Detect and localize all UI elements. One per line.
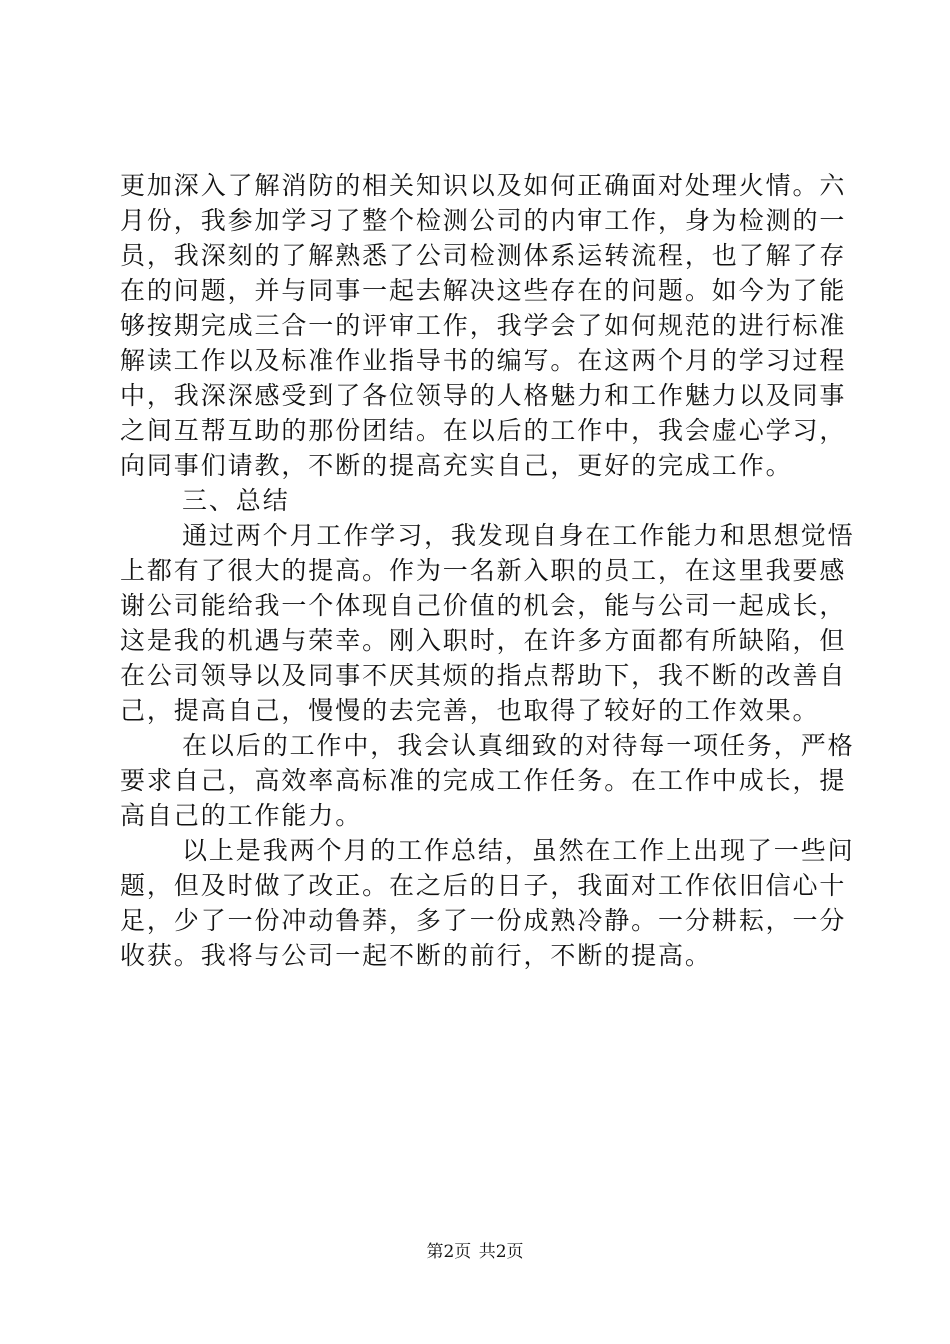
page-footer xyxy=(0,1241,950,1263)
paragraph-1-line: 中，我深深感受到了各位领导的人格魅力和工作魅力以及同事 xyxy=(120,381,847,410)
paragraph-1-line: 够按期完成三合一的评审工作，我学会了如何规范的进行标准 xyxy=(120,311,847,340)
paragraph-1-line: 在的问题，并与同事一起去解决这些存在的问题。如今为了能 xyxy=(120,276,847,305)
paragraph-4-line: 以上是我两个月的工作总结，虽然在工作上出现了一些问 xyxy=(182,836,855,865)
paragraph-1-line: 之间互帮互助的那份团结。在以后的工作中，我会虚心学习， xyxy=(120,416,847,445)
document-body xyxy=(120,168,855,973)
paragraph-1-line: 月份，我参加学习了整个检测公司的内审工作，身为检测的一 xyxy=(120,206,847,235)
paragraph-3-line: 高自己的工作能力。 xyxy=(120,801,363,830)
paragraph-2-line: 这是我的机遇与荣幸。刚入职时，在许多方面都有所缺陷，但 xyxy=(120,626,847,655)
paragraph-1-line: 员，我深刻的了解熟悉了公司检测体系运转流程，也了解了存 xyxy=(120,241,847,270)
paragraph-2-line: 上都有了很大的提高。作为一名新入职的员工，在这里我要感 xyxy=(120,556,847,585)
paragraph-2-line: 在公司领导以及同事不厌其烦的指点帮助下，我不断的改善自 xyxy=(120,661,847,690)
paragraph-4-line: 足，少了一份冲动鲁莽，多了一份成熟冷静。一分耕耘，一分 xyxy=(120,906,847,935)
paragraph-2-line: 己，提高自己，慢慢的去完善，也取得了较好的工作效果。 xyxy=(120,696,820,725)
page-number-current: 第2页 xyxy=(426,1242,472,1262)
paragraph-2-line: 通过两个月工作学习，我发现自身在工作能力和思想觉悟 xyxy=(182,521,855,550)
paragraph-1-line: 更加深入了解消防的相关知识以及如何正确面对处理火情。六 xyxy=(120,171,847,200)
paragraph-1-line: 解读工作以及标准作业指导书的编写。在这两个月的学习过程 xyxy=(120,346,847,375)
paragraph-1-line: 向同事们请教，不断的提高充实自己，更好的完成工作。 xyxy=(120,451,793,480)
paragraph-2-line: 谢公司能给我一个体现自己价值的机会，能与公司一起成长， xyxy=(120,591,847,620)
paragraph-4-line: 题，但及时做了改正。在之后的日子，我面对工作依旧信心十 xyxy=(120,871,847,900)
paragraph-3-line: 在以后的工作中，我会认真细致的对待每一项任务，严格 xyxy=(182,731,855,760)
section-heading: 三、总结 xyxy=(182,486,290,515)
page-number-total: 共2页 xyxy=(478,1242,524,1262)
paragraph-4-line: 收获。我将与公司一起不断的前行，不断的提高。 xyxy=(120,941,712,970)
paragraph-3-line: 要求自己，高效率高标准的完成工作任务。在工作中成长，提 xyxy=(120,766,847,795)
